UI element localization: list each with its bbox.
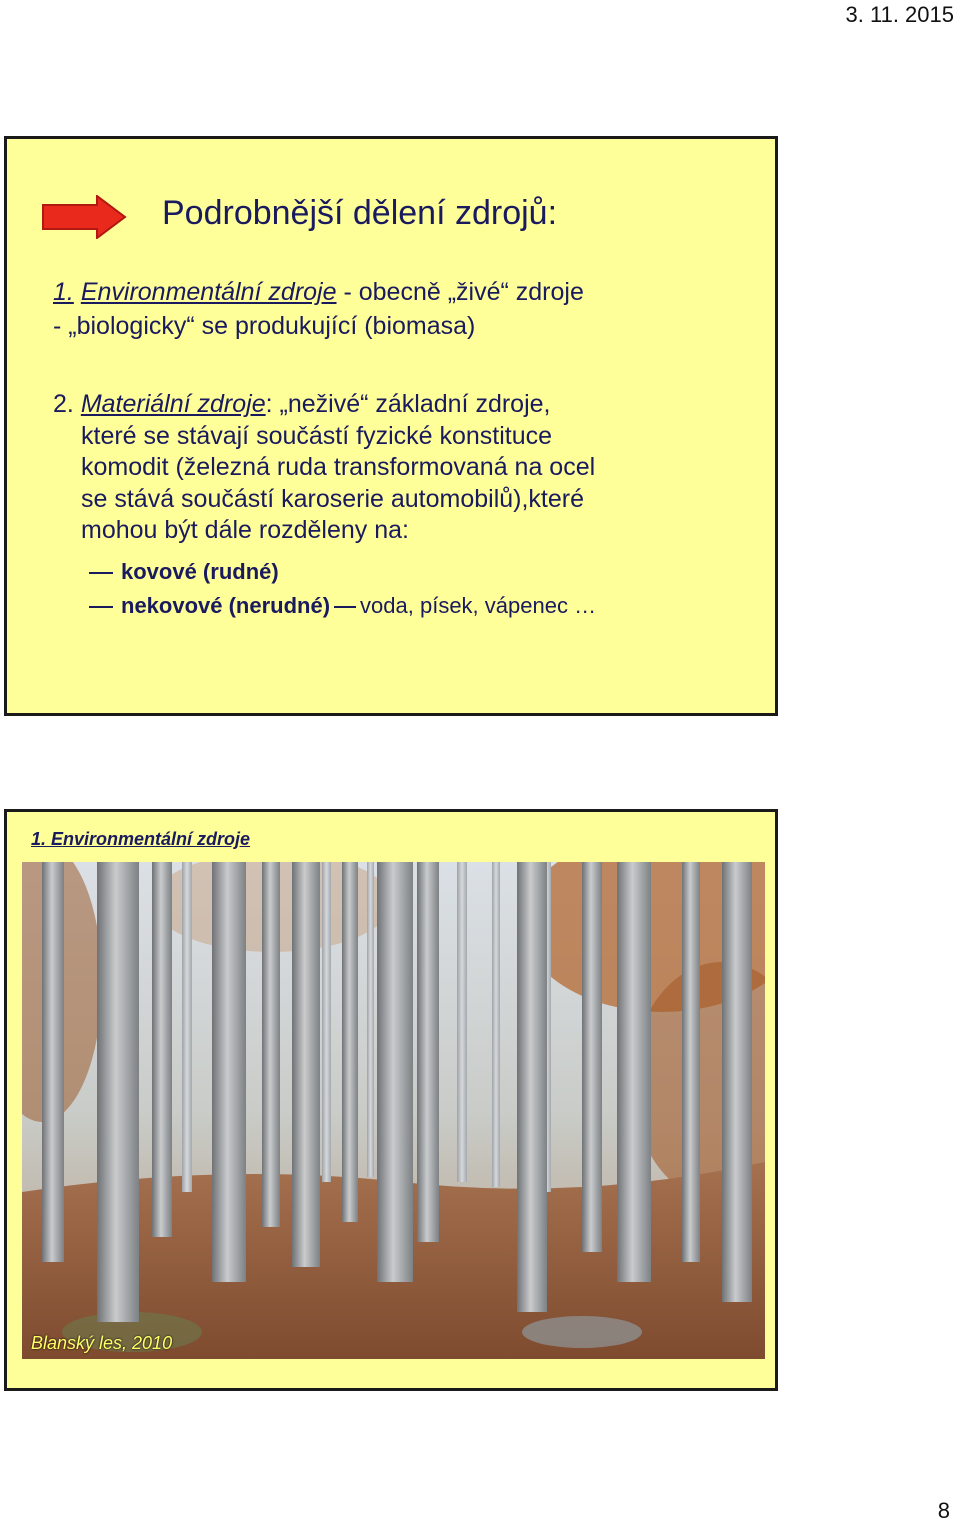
right-arrow-icon — [41, 195, 127, 239]
slide-2-title: 1. Environmentální zdroje — [31, 829, 251, 849]
item-2-line: se stává součástí karoserie automobilů),které — [81, 484, 585, 513]
dash-separator — [334, 606, 356, 608]
sub-item-2-examples: voda, písek, vápenec … — [360, 593, 597, 618]
dash-bullet — [89, 572, 113, 574]
item-2-line: komodit (železná ruda transformovaná na ocel — [81, 453, 596, 481]
item-2-line: které se stávají součástí fyzické konstituce — [81, 421, 553, 450]
slide-title: Podrobnější dělení zdrojů: — [162, 194, 558, 232]
item-2-line1: : „neživé“ základní zdroje, — [265, 390, 551, 418]
item-environmental — [53, 275, 584, 343]
item-1-line1: - obecně „živé“ zdroje — [336, 278, 584, 306]
sub-item-1-label: kovové (rudné) — [121, 559, 279, 584]
page-number: 8 — [937, 1498, 950, 1523]
slide-2 — [4, 809, 778, 1391]
item-material — [53, 389, 753, 547]
beech-forest-photo — [22, 862, 765, 1359]
item-2-line: mohou být dále rozděleny na: — [81, 516, 409, 544]
item-1-term: Environmentální zdroje — [80, 278, 337, 306]
item-2-term: Materiální zdroje — [80, 390, 266, 418]
sub-item-metal — [89, 559, 279, 585]
sub-item-nonmetal — [89, 593, 596, 619]
photo-caption: Blanský les, 2010 — [31, 1333, 173, 1353]
dash-bullet — [89, 606, 113, 608]
sub-item-2-label: nekovové (nerudné) — [121, 593, 331, 618]
date-header: 3. 11. 2015 — [845, 2, 954, 27]
slide-1 — [4, 136, 778, 716]
item-1-number: 1. — [53, 278, 74, 306]
item-1-line2: - „biologicky“ se produkující (biomasa) — [53, 312, 476, 340]
item-2-number: 2. — [53, 390, 74, 418]
